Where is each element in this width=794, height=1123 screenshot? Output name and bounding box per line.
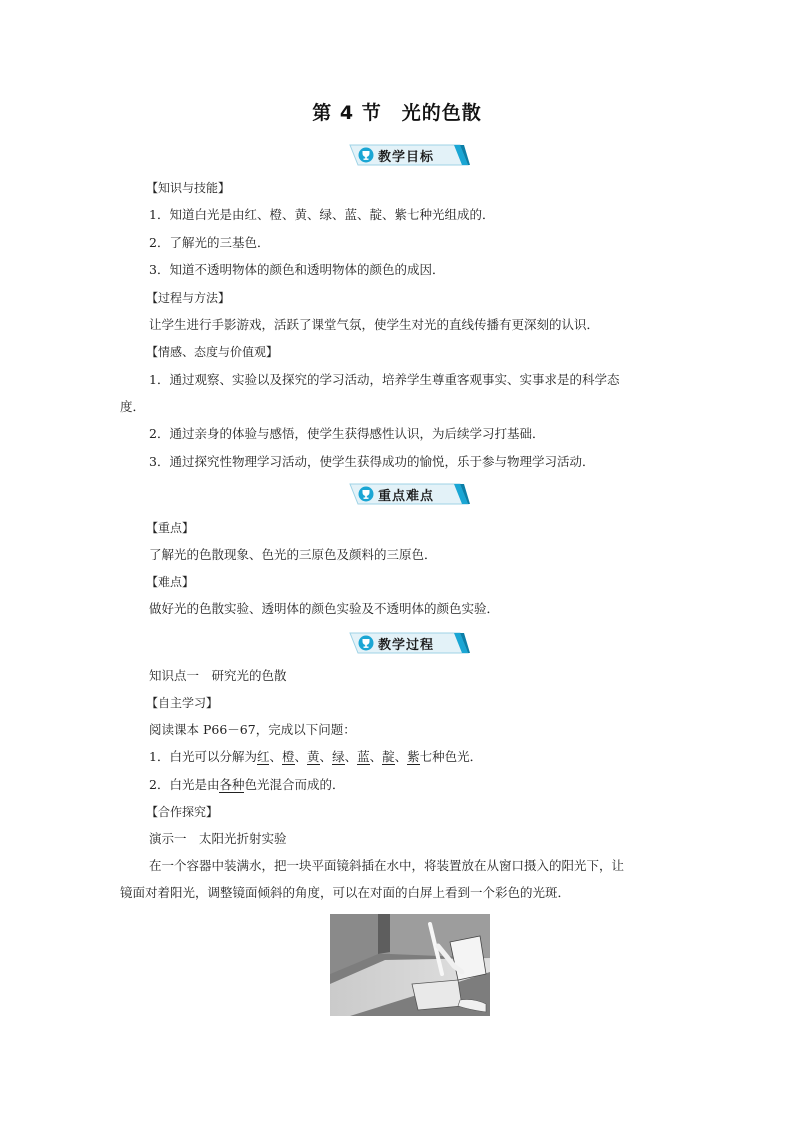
section-banner-goals (348, 143, 470, 167)
banner-label: 重点难点 (378, 489, 435, 504)
separator: 、 (319, 749, 333, 764)
list-item: 1．知道白光是由红、橙、黄、绿、蓝、靛、紫七种光组成的． (149, 207, 495, 222)
list-item: 1．通过观察、实验以及探究的学习活动，培养学生尊重客观事实、实事求是的科学态 (149, 372, 620, 387)
list-item-continuation: 度． (120, 399, 146, 414)
list-item: 3．通过探究性物理学习活动，使学生获得成功的愉悦，乐于参与物理学习活动． (149, 454, 595, 469)
answer-blank: 蓝 (357, 749, 370, 764)
experiment-figure (330, 914, 490, 1016)
banner-label: 教学目标 (378, 150, 435, 165)
separator: 、 (294, 749, 308, 764)
answer-blank: 红 (256, 749, 270, 764)
self-study-heading: 【自主学习】 (146, 696, 219, 710)
separator: 、 (269, 749, 282, 764)
demo-title: 演示一 太阳光折射实验 (149, 831, 287, 846)
answer-blank: 靛 (382, 749, 395, 764)
section-banner-key-points (348, 482, 470, 506)
paragraph: 了解光的色散现象、色光的三原色及颜料的三原色． (149, 547, 437, 562)
list-item: 2．通过亲身的体验与感悟，使学生获得感性认识，为后续学习打基础． (149, 426, 545, 441)
list-item: 2．了解光的三基色． (149, 235, 270, 250)
separator: 、 (344, 749, 358, 764)
question-text: 1．白光可以分解为 (149, 749, 257, 764)
paragraph-continuation: 镜面对着阳光，调整镜面倾斜的角度，可以在对面的白屏上看到一个彩色的光斑． (120, 885, 571, 900)
paragraph: 在一个容器中装满水，把一块平面镜斜插在水中，将装置放在从窗口摄入的阳光下，让 (149, 858, 625, 873)
answer-blank: 各种 (219, 777, 245, 792)
cooperation-heading: 【合作探究】 (146, 805, 219, 819)
experiment-illustration (330, 914, 490, 1016)
focus-heading: 【重点】 (146, 521, 195, 535)
difficulty-heading: 【难点】 (146, 575, 195, 589)
paragraph: 让学生进行手影游戏，活跃了课堂气氛，使学生对光的直线传播有更深刻的认识． (149, 317, 600, 332)
answer-blank: 黄 (307, 749, 320, 764)
section-banner-process (348, 631, 470, 655)
separator: 、 (394, 749, 408, 764)
banner-label: 教学过程 (378, 638, 435, 653)
page-title: 第 4 节 光的色散 (312, 102, 482, 124)
process-method-heading: 【过程与方法】 (146, 291, 231, 305)
question-text: 2．白光是由 (149, 777, 220, 792)
answer-blank: 绿 (332, 749, 345, 764)
reading-instruction: 阅读课本 P66－67，完成以下问题： (149, 722, 356, 737)
answer-blank: 橙 (282, 749, 295, 764)
separator: 、 (369, 749, 383, 764)
question-text: 七种色光． (419, 749, 483, 764)
emotion-heading: 【情感、态度与价值观】 (146, 345, 279, 359)
question-2 (149, 777, 344, 793)
paragraph: 做好光的色散实验、透明体的颜色实验及不透明体的颜色实验． (149, 601, 500, 616)
question-text: 色光混合而成的． (244, 777, 345, 792)
knowledge-point-title: 知识点一 研究光的色散 (149, 668, 287, 683)
question-1 (149, 749, 482, 765)
answer-blank: 紫 (407, 749, 420, 764)
knowledge-skills-heading: 【知识与技能】 (146, 181, 231, 195)
list-item: 3．知道不透明物体的颜色和透明物体的颜色的成因． (149, 262, 445, 277)
